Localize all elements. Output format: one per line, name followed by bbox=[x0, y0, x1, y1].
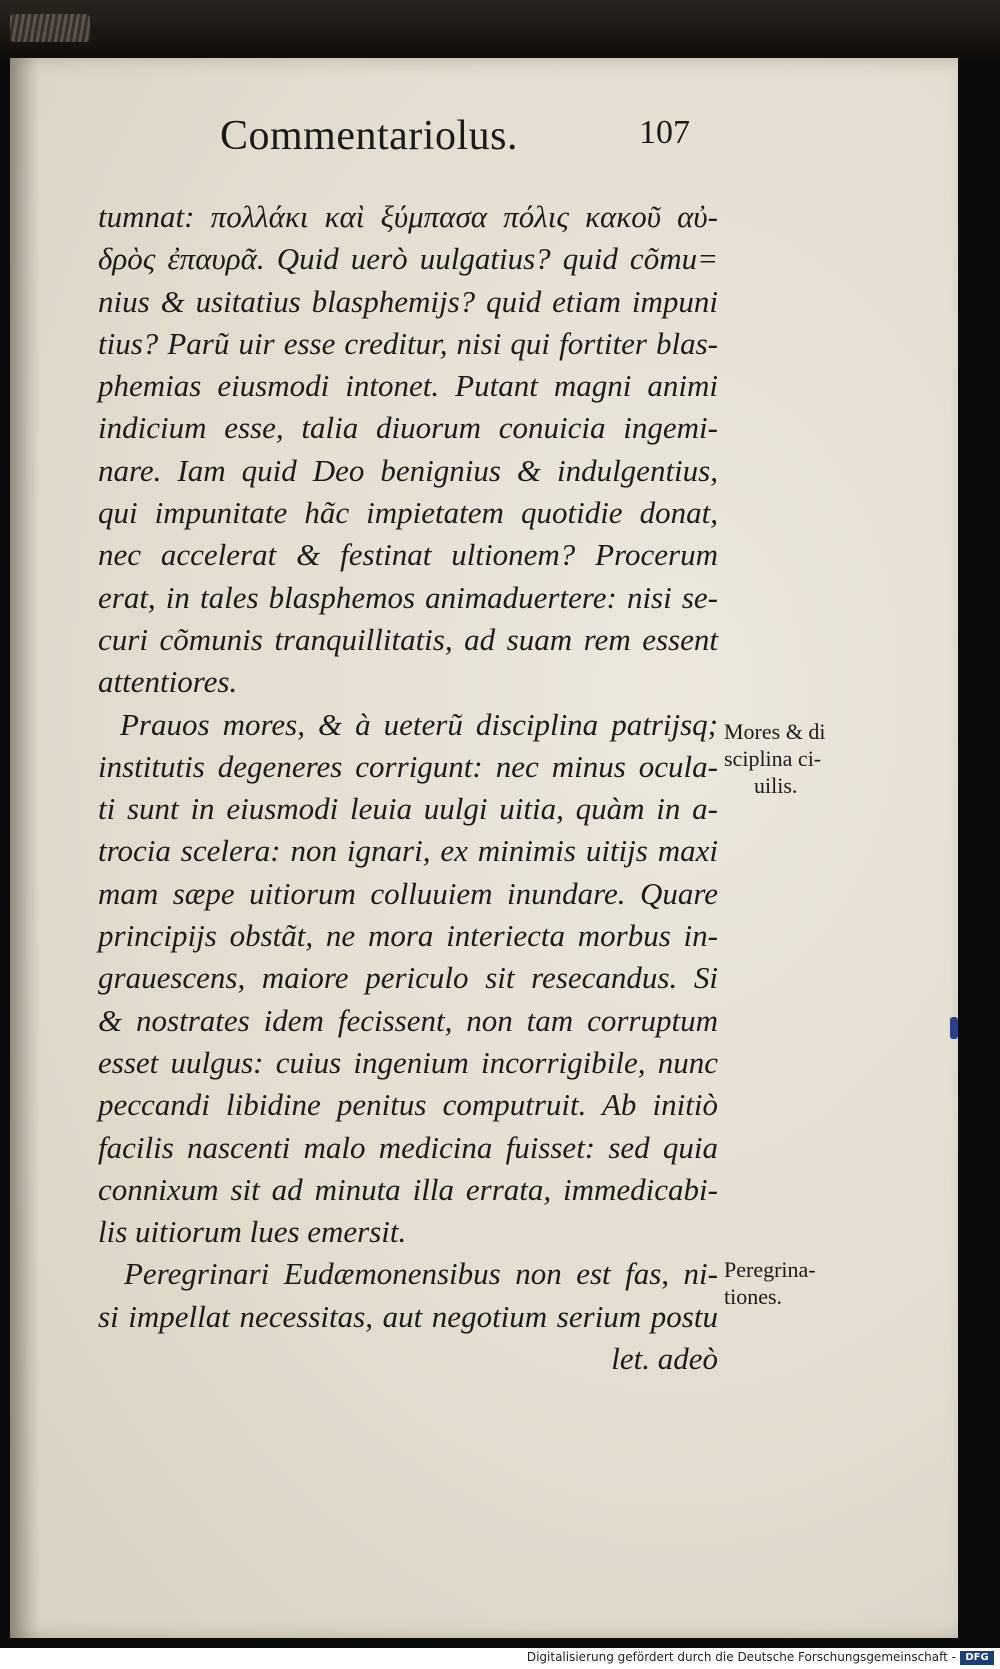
text-line: indicium esse, talia diuorum conuicia ingemi- bbox=[98, 410, 718, 446]
running-head bbox=[210, 112, 690, 172]
text-line: si impellat necessitas, aut negotium serium postu bbox=[98, 1298, 718, 1334]
paragraph-start-line: Peregrinari Eudæmonensibus non est fas, ni- bbox=[124, 1256, 718, 1292]
margin-note-line: uilis. bbox=[754, 773, 798, 798]
text-line: nec accelerat & festinat ultionem? Procerum bbox=[98, 537, 718, 573]
footer-bar bbox=[0, 1648, 1000, 1669]
text-line: peccandi libidine penitus computruit. Ab initiò bbox=[98, 1087, 718, 1123]
margin-note-line: Mores & di bbox=[724, 719, 826, 744]
book-cover-edge bbox=[0, 0, 1000, 60]
text-line: nare. Iam quid Deo benignius & indulgentius, bbox=[98, 452, 718, 488]
text-line: connixum sit ad minuta illa errata, immedicabi- bbox=[98, 1171, 718, 1207]
text-line: curi cõmunis tranquillitatis, ad suam rem essent bbox=[98, 621, 718, 657]
text-line: attentiores. bbox=[98, 664, 238, 700]
dfg-logo: DFG bbox=[960, 1651, 994, 1665]
gutter-shadow bbox=[10, 58, 40, 1638]
margin-note-line: tiones. bbox=[724, 1284, 783, 1309]
page-number: 107 bbox=[639, 114, 690, 151]
text-line: esset uulgus: cuius ingenium incorrigibile, nunc bbox=[98, 1044, 718, 1080]
text-line: principijs obstãt, ne mora interiecta morbus in- bbox=[98, 918, 718, 954]
cover-fray bbox=[10, 14, 90, 42]
text-line: grauescens, maiore periculo sit resecandus. Si bbox=[98, 960, 718, 996]
text-line: & nostrates idem fecissent, non tam corruptum bbox=[98, 1002, 718, 1038]
text-line: tumnat: πολλάκι καὶ ξύμπασα πόλις κακοῦ αὐ- bbox=[98, 199, 718, 234]
text-line: qui impunitate hãc impietatem quotidie donat, bbox=[98, 495, 718, 531]
text-line: nius & usitatius blasphemijs? quid etiam impuni bbox=[98, 283, 718, 319]
margin-note-line: sciplina ci- bbox=[724, 746, 822, 771]
text-line: erat, in tales blasphemos animaduertere: nisi se- bbox=[98, 579, 718, 615]
margin-note-line: Peregrina- bbox=[724, 1257, 816, 1282]
catchword-line: let. adeò bbox=[611, 1341, 718, 1377]
text-line: ti sunt in eiusmodi leuia uulgi uitia, quàm in a- bbox=[98, 791, 718, 827]
text-line: mam sæpe uitiorum colluuiem inundare. Quare bbox=[98, 875, 718, 911]
text-line: trocia scelera: non ignari, ex minimis uitijs maxi bbox=[98, 833, 718, 869]
footer-credit: Digitalisierung gefördert durch die Deutsche Forschungsgemeinschaft - bbox=[526, 1650, 956, 1664]
text-line: tius? Parũ uir esse creditur, nisi qui fortiter blas- bbox=[98, 325, 718, 361]
text-line: lis uitiorum lues emersit. bbox=[98, 1214, 407, 1250]
margin-note-mores bbox=[724, 718, 844, 799]
text-line: facilis nascenti malo medicina fuisset: sed quia bbox=[98, 1129, 718, 1165]
paragraph-start-line: Prauos mores, & à ueterũ disciplina patrijsq; bbox=[120, 706, 718, 742]
running-title: Commentariolus. bbox=[220, 113, 518, 159]
main-text-block bbox=[98, 196, 718, 1380]
margin-note-peregrinationes bbox=[724, 1256, 844, 1310]
page-tab-marker bbox=[950, 1017, 958, 1039]
text-line: institutis degeneres corrigunt: nec minus ocula- bbox=[98, 748, 718, 784]
text-line: phemias eiusmodi intonet. Putant magni animi bbox=[98, 368, 718, 404]
text-line: δρὸς ἐπαυρᾶ. Quid uerò uulgatius? quid cõmu= bbox=[98, 241, 718, 277]
